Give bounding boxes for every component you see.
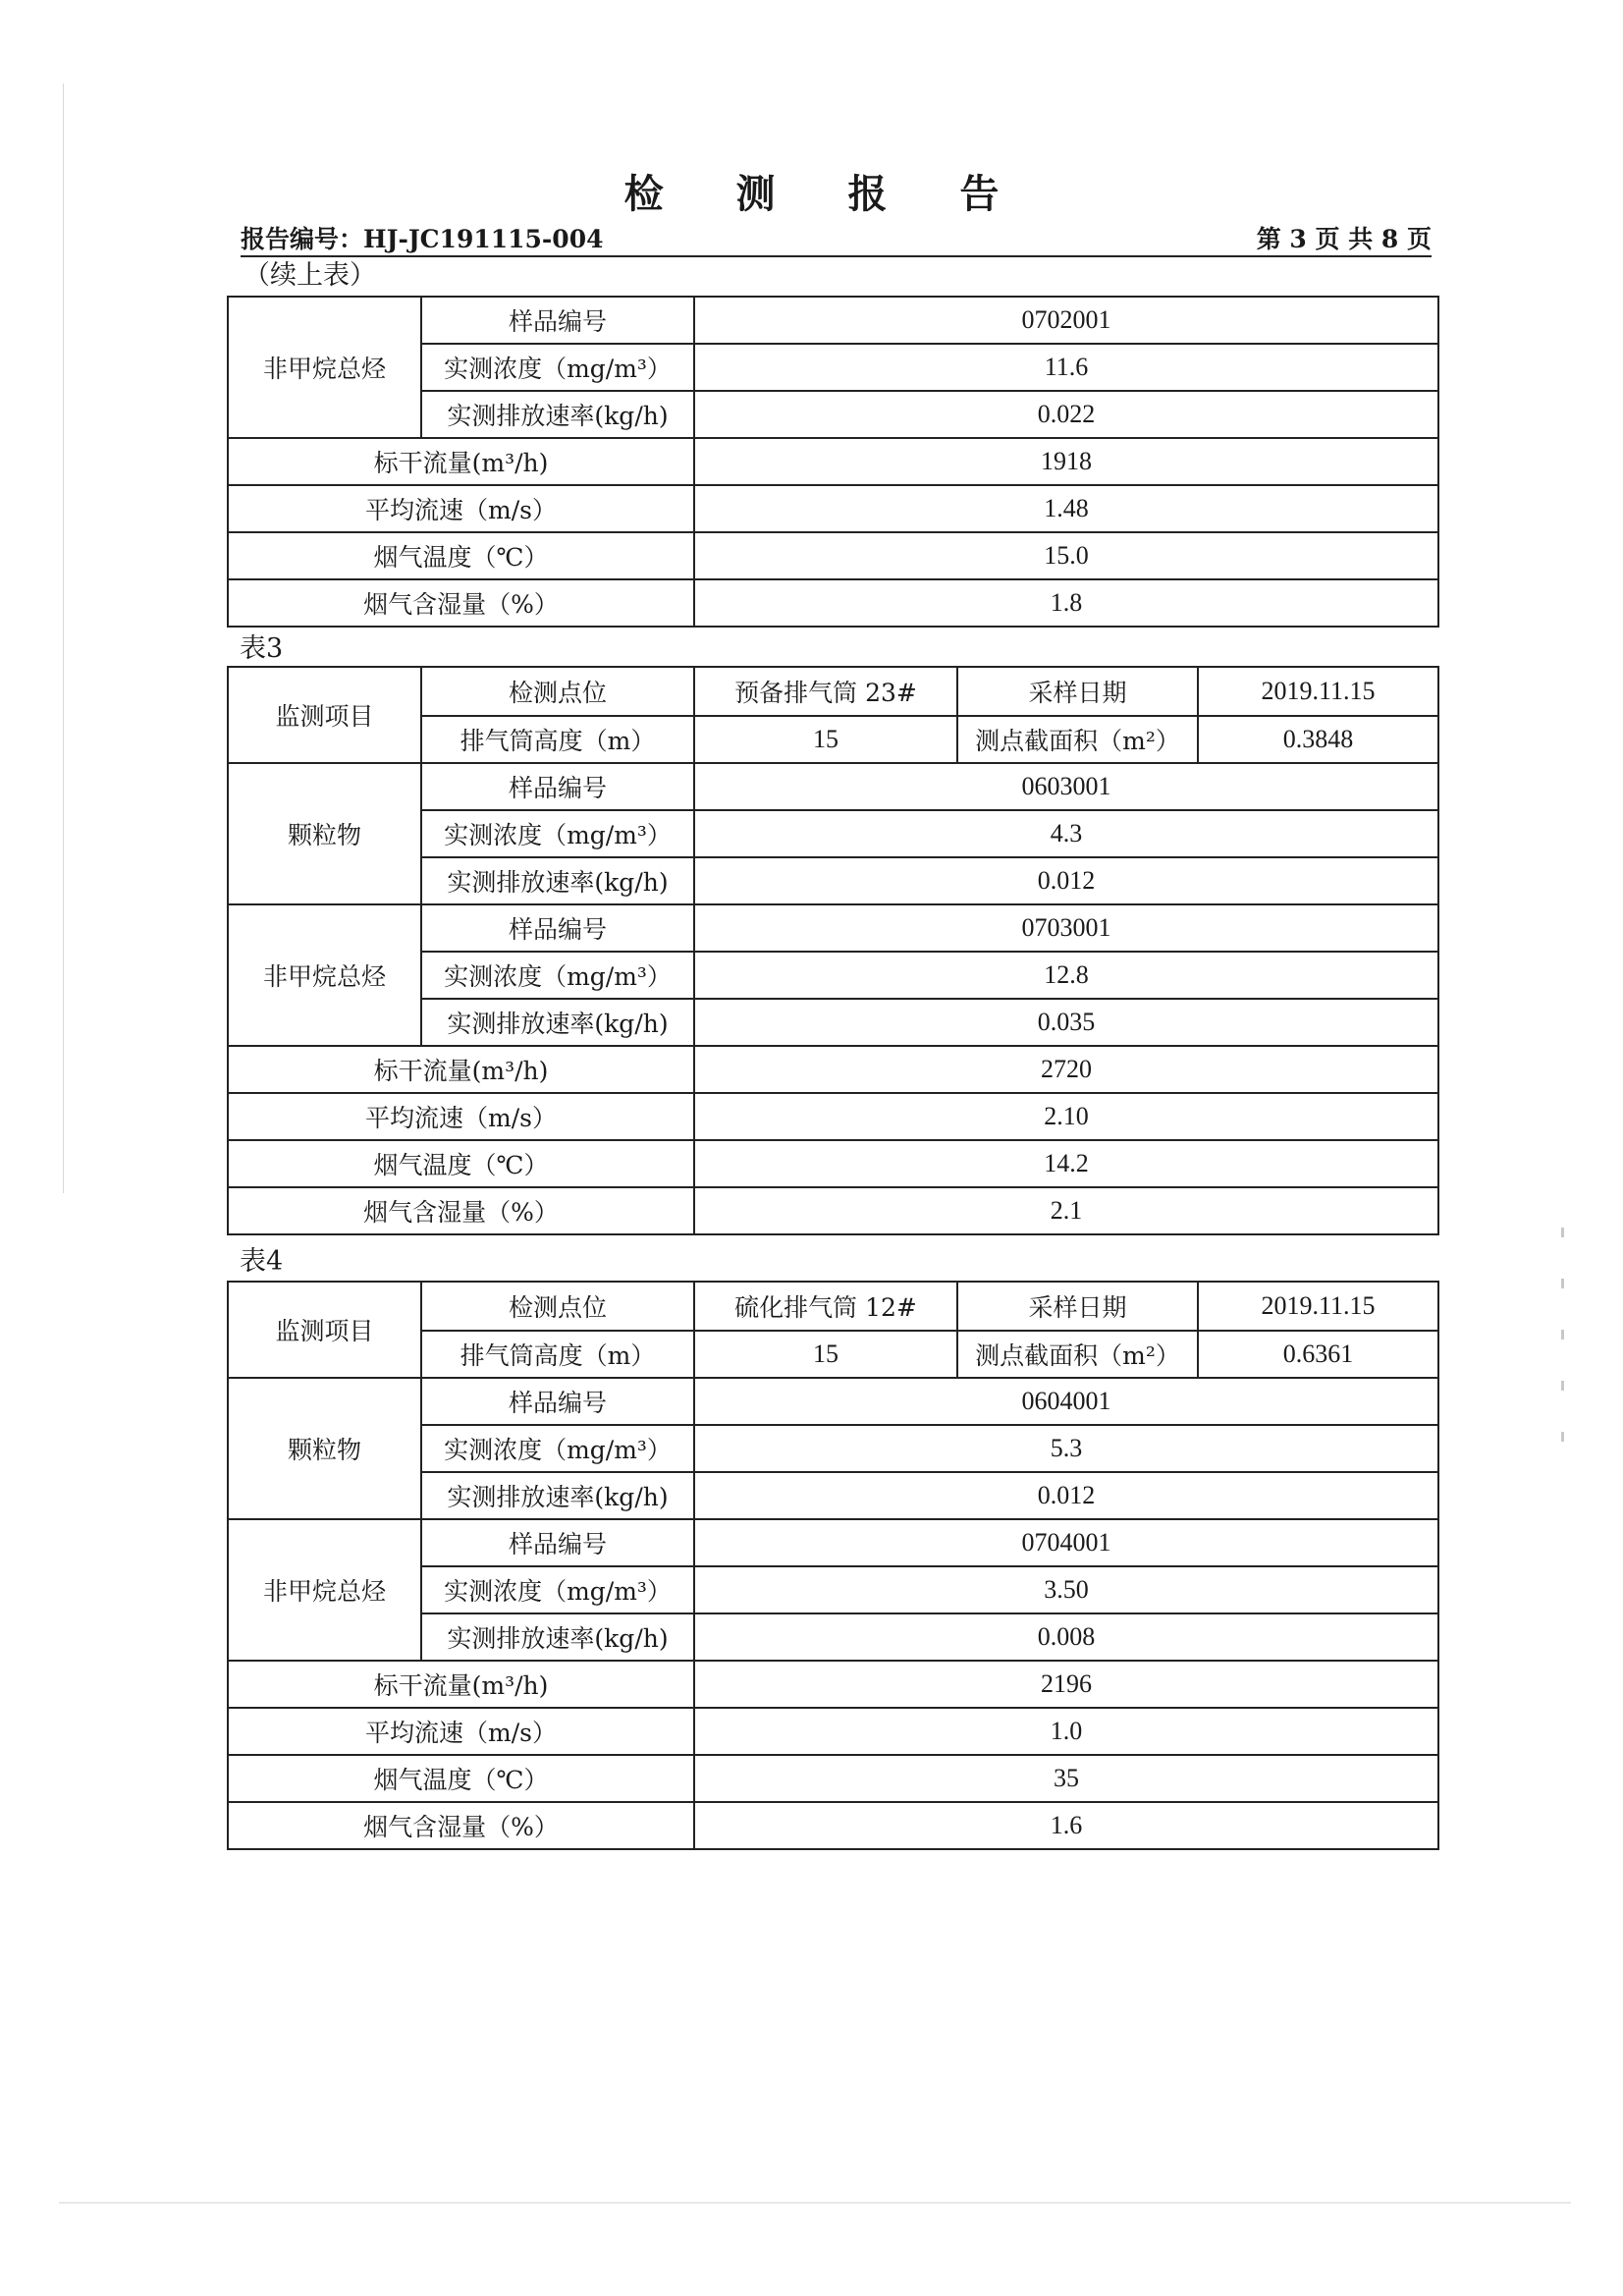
scan-edge-line [63,83,64,1193]
table-row [228,532,1438,579]
page-indicator: 第 3 页 共 8 页 [1256,225,1432,253]
area-value: 0.3848 [1198,716,1438,763]
report-number: 报告编号：HJ-JC191115-004 [241,225,604,253]
table3 [227,666,1439,1235]
group-label: 颗粒物 [228,763,421,904]
row-value: 0703001 [694,904,1438,952]
row-value: 0702001 [694,297,1438,344]
summary-value: 35 [694,1755,1438,1802]
point-label: 检测点位 [421,1282,694,1331]
table-row [228,1708,1438,1755]
binding-mark [1561,1279,1564,1288]
row-label: 实测排放速率(kg/h) [421,857,694,904]
table-row [228,485,1438,532]
row-value: 4.3 [694,810,1438,857]
scan-edge-line [59,2202,1571,2204]
summary-label: 烟气温度（℃） [228,1755,694,1802]
row-label: 实测排放速率(kg/h) [421,1613,694,1661]
table-row [228,763,1438,810]
table-row [228,1046,1438,1093]
table-row [228,1140,1438,1187]
row-label: 样品编号 [421,297,694,344]
table-row [228,667,1438,716]
point-value: 硫化排气筒 12# [694,1282,957,1331]
summary-value: 1.8 [694,579,1438,627]
table-row [228,1187,1438,1234]
date-label: 采样日期 [957,1282,1198,1331]
row-label: 样品编号 [421,1378,694,1425]
area-value: 0.6361 [1198,1331,1438,1378]
table-row [228,1519,1438,1566]
group-label: 非甲烷总烃 [228,297,421,438]
continued-table [227,296,1439,628]
row-value: 5.3 [694,1425,1438,1472]
row-value: 0603001 [694,763,1438,810]
row-value: 0604001 [694,1378,1438,1425]
binding-mark [1561,1330,1564,1339]
summary-value: 2.1 [694,1187,1438,1234]
row-value: 3.50 [694,1566,1438,1613]
row-label: 实测浓度（mg/m³） [421,952,694,999]
table4 [227,1281,1439,1850]
height-value: 15 [694,1331,957,1378]
table-row [228,1282,1438,1331]
summary-label: 平均流速（m/s） [228,485,694,532]
summary-value: 2196 [694,1661,1438,1708]
date-label: 采样日期 [957,667,1198,716]
summary-label: 标干流量(m³/h) [228,1046,694,1093]
binding-mark [1561,1381,1564,1391]
report-title: 检 测 报 告 [623,171,1029,217]
group-label: 颗粒物 [228,1378,421,1519]
table3-label: 表3 [240,633,284,664]
point-value: 预备排气筒 23# [694,667,957,716]
row-value: 0.012 [694,857,1438,904]
row-value: 12.8 [694,952,1438,999]
summary-value: 14.2 [694,1140,1438,1187]
table-row [228,1093,1438,1140]
row-value: 0.008 [694,1613,1438,1661]
row-label: 实测排放速率(kg/h) [421,999,694,1046]
row-label: 样品编号 [421,904,694,952]
table-row [228,1378,1438,1425]
summary-label: 烟气含湿量（%） [228,579,694,627]
binding-marks [1561,1228,1565,1483]
area-label: 测点截面积（m²） [957,1331,1198,1378]
summary-value: 2720 [694,1046,1438,1093]
summary-value: 1.48 [694,485,1438,532]
row-label: 实测排放速率(kg/h) [421,391,694,438]
report-header [241,216,1432,257]
table-row [228,438,1438,485]
group-label: 非甲烷总烃 [228,904,421,1046]
height-value: 15 [694,716,957,763]
summary-value: 1918 [694,438,1438,485]
row-label: 样品编号 [421,763,694,810]
summary-label: 烟气温度（℃） [228,532,694,579]
continued-label: （续上表） [243,260,376,291]
row-label: 实测浓度（mg/m³） [421,344,694,391]
point-label: 检测点位 [421,667,694,716]
row-label: 实测浓度（mg/m³） [421,1425,694,1472]
table4-label: 表4 [240,1246,284,1277]
summary-value: 1.0 [694,1708,1438,1755]
summary-value: 2.10 [694,1093,1438,1140]
summary-label: 平均流速（m/s） [228,1708,694,1755]
row-value: 11.6 [694,344,1438,391]
binding-mark [1561,1228,1564,1237]
row-value: 0.022 [694,391,1438,438]
table-row [228,1755,1438,1802]
table-row [228,297,1438,344]
table-row [228,1802,1438,1849]
table-row [228,904,1438,952]
summary-value: 1.6 [694,1802,1438,1849]
group-label: 非甲烷总烃 [228,1519,421,1661]
height-label: 排气筒高度（m） [421,1331,694,1378]
summary-label: 平均流速（m/s） [228,1093,694,1140]
summary-label: 标干流量(m³/h) [228,1661,694,1708]
table-row [228,579,1438,627]
date-value: 2019.11.15 [1198,667,1438,716]
row-label: 样品编号 [421,1519,694,1566]
summary-label: 烟气含湿量（%） [228,1802,694,1849]
row-value: 0704001 [694,1519,1438,1566]
summary-label: 标干流量(m³/h) [228,438,694,485]
binding-mark [1561,1432,1564,1442]
height-label: 排气筒高度（m） [421,716,694,763]
summary-label: 烟气含湿量（%） [228,1187,694,1234]
summary-label: 烟气温度（℃） [228,1140,694,1187]
monitor-item-label: 监测项目 [228,1282,421,1378]
row-label: 实测浓度（mg/m³） [421,1566,694,1613]
row-label: 实测排放速率(kg/h) [421,1472,694,1519]
area-label: 测点截面积（m²） [957,716,1198,763]
table-row [228,1661,1438,1708]
row-value: 0.035 [694,999,1438,1046]
date-value: 2019.11.15 [1198,1282,1438,1331]
row-label: 实测浓度（mg/m³） [421,810,694,857]
monitor-item-label: 监测项目 [228,667,421,763]
row-value: 0.012 [694,1472,1438,1519]
summary-value: 15.0 [694,532,1438,579]
